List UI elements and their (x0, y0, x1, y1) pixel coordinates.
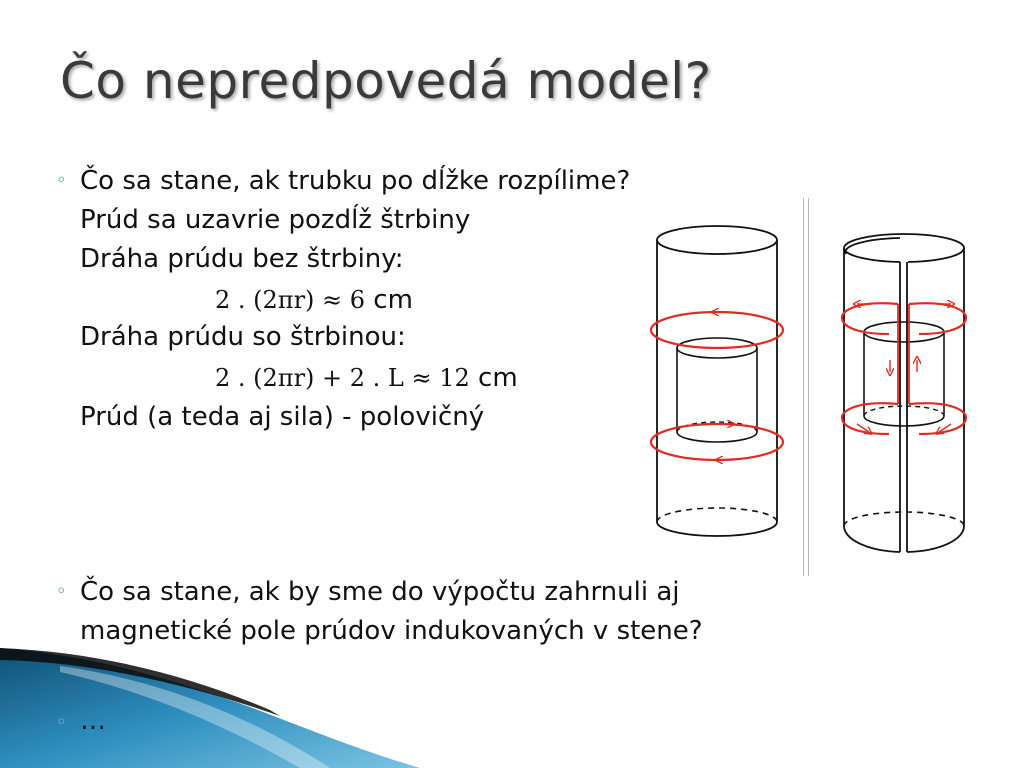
bullet3-ellipsis: … (80, 706, 106, 736)
bullet-marker: ◦ (56, 581, 67, 602)
slit-cylinder-with-current-loops-icon (842, 234, 966, 552)
bullet1-line3: Dráha prúdu bez štrbiny: (80, 244, 404, 274)
bullet1-question: Čo sa stane, ak trubku po dĺžke rozpílime? (80, 166, 631, 196)
bullet1-line5: Dráha prúdu so štrbinou: (80, 322, 406, 352)
bullet1-line7: Prúd (a teda aj sila) - polovičný (80, 402, 485, 432)
formula-without-slit-unit: cm (365, 285, 413, 315)
bullet-marker: ◦ (56, 712, 67, 733)
formula-with-slit (215, 365, 518, 391)
formula-with-slit-unit: cm (469, 363, 518, 393)
formula-with-slit-expression: 2 . (2πr) + 2 . L ≈ 12 (215, 364, 470, 392)
cylinder-with-current-loops-icon (651, 226, 783, 536)
slide-title: Čo nepredpovedá model? (60, 52, 712, 110)
tube-current-diagram (645, 220, 975, 560)
bullet2-line2: magnetické pole prúdov indukovaných v stene? (80, 616, 703, 646)
bullet2-line1: Čo sa stane, ak by sme do výpočtu zahrnuli aj (80, 577, 680, 607)
formula-without-slit-expression: 2 . (2πr) ≈ 6 (215, 286, 366, 314)
bullet1-line2: Prúd sa uzavrie pozdĺž štrbiny (80, 205, 471, 235)
formula-without-slit (215, 287, 413, 313)
bullet-marker: ◦ (56, 170, 67, 191)
